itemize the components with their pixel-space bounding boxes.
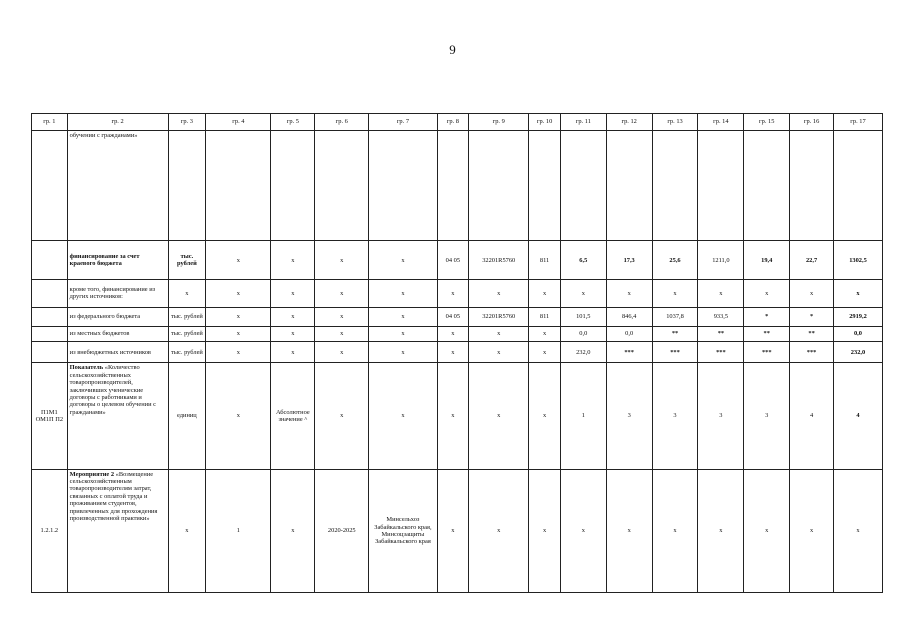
table-cell: *** <box>652 342 698 363</box>
table-cell <box>32 241 68 280</box>
table-cell: х <box>168 469 206 592</box>
column-header: гр. 17 <box>833 114 882 131</box>
table-cell <box>833 130 882 241</box>
table-cell: 6,5 <box>560 241 606 280</box>
table-cell: 1.2.1.2 <box>32 469 68 592</box>
table-cell <box>698 130 744 241</box>
table-row <box>32 342 883 363</box>
table-row <box>32 280 883 307</box>
table-cell: 232,0 <box>560 342 606 363</box>
table-row <box>32 130 883 241</box>
table-cell: 1302,5 <box>833 241 882 280</box>
column-header: гр. 11 <box>560 114 606 131</box>
column-header: гр. 13 <box>652 114 698 131</box>
table-cell: Мероприятие 2 «Возмещение сельскохозяйственным товаропроизводителям затрат, связанных с оплатой труда и проживанием студентов, привлеченных для прохождения производственной практики» <box>67 469 168 592</box>
table-cell: 32201R5760 <box>469 307 529 326</box>
table-cell: ** <box>744 326 790 342</box>
table-cell: 2919,2 <box>833 307 882 326</box>
table-cell <box>529 130 561 241</box>
table-cell: 19,4 <box>744 241 790 280</box>
table-cell <box>606 130 652 241</box>
column-header: гр. 6 <box>315 114 369 131</box>
column-header: гр. 1 <box>32 114 68 131</box>
table-cell <box>437 130 469 241</box>
column-header: гр. 7 <box>369 114 437 131</box>
table-cell: х <box>271 241 315 280</box>
table-cell: 1211,0 <box>698 241 744 280</box>
table-cell: х <box>315 342 369 363</box>
table-cell <box>652 130 698 241</box>
table-cell <box>67 363 168 469</box>
table-cell: х <box>206 241 271 280</box>
page-number: 9 <box>449 42 456 57</box>
table-cell <box>369 130 437 241</box>
table-cell: 4 <box>833 363 882 469</box>
column-header: гр. 15 <box>744 114 790 131</box>
table-header-row <box>32 114 883 131</box>
table-row <box>32 307 883 326</box>
table-row <box>32 469 883 592</box>
table-cell: х <box>606 469 652 592</box>
table-cell: х <box>206 363 271 469</box>
table-cell: х <box>271 307 315 326</box>
table-row <box>32 326 883 342</box>
table-cell: ** <box>652 326 698 342</box>
table-cell: х <box>469 363 529 469</box>
table-cell: тыс. рублей <box>168 326 206 342</box>
table-cell: х <box>271 342 315 363</box>
table-cell: х <box>369 241 437 280</box>
table-cell: х <box>698 469 744 592</box>
table-cell: Минсельхоз Забайкальского края, Минсоцзащиты Забайкальского края <box>369 469 437 592</box>
table-cell <box>271 130 315 241</box>
table-row <box>32 241 883 280</box>
table-cell: х <box>315 326 369 342</box>
table-cell <box>560 130 606 241</box>
table-cell: х <box>369 326 437 342</box>
column-header: гр. 10 <box>529 114 561 131</box>
column-header: гр. 9 <box>469 114 529 131</box>
table-cell: х <box>529 363 561 469</box>
table-cell: х <box>469 326 529 342</box>
column-header: гр. 4 <box>206 114 271 131</box>
table-cell: х <box>315 307 369 326</box>
column-header: гр. 16 <box>790 114 834 131</box>
table-cell: х <box>529 326 561 342</box>
table-cell: х <box>206 280 271 307</box>
table-row <box>32 363 883 469</box>
table-cell: из федерального бюджета <box>67 307 168 326</box>
table-cell <box>168 130 206 241</box>
table-cell <box>790 130 834 241</box>
table-cell <box>315 130 369 241</box>
table-cell: х <box>271 469 315 592</box>
table-cell: х <box>606 280 652 307</box>
table-cell: х <box>369 280 437 307</box>
table-cell: х <box>437 326 469 342</box>
table-cell: х <box>206 342 271 363</box>
table-cell: 101,5 <box>560 307 606 326</box>
table-cell: 3 <box>606 363 652 469</box>
table-cell <box>32 280 68 307</box>
table-cell: *** <box>790 342 834 363</box>
table-cell: х <box>744 280 790 307</box>
table-cell: *** <box>744 342 790 363</box>
table-cell: х <box>652 469 698 592</box>
table-cell: тыс. рублей <box>168 241 206 280</box>
table-cell: 3 <box>652 363 698 469</box>
table-cell: х <box>271 326 315 342</box>
table-cell: кроме того, финансирование из других источников: <box>67 280 168 307</box>
column-header: гр. 3 <box>168 114 206 131</box>
table-cell: х <box>315 280 369 307</box>
table-cell: 0,0 <box>606 326 652 342</box>
table-cell: х <box>369 342 437 363</box>
table-cell: х <box>469 280 529 307</box>
table-cell: * <box>744 307 790 326</box>
table-cell: 933,5 <box>698 307 744 326</box>
indicator-heading: Показатель <box>69 364 104 372</box>
table-cell: 32201R5760 <box>469 241 529 280</box>
measure-heading: Мероприятие 2 <box>69 470 115 478</box>
table-cell: 811 <box>529 241 561 280</box>
table-cell: 4 <box>790 363 834 469</box>
table-cell: 22,7 <box>790 241 834 280</box>
table-cell: х <box>206 307 271 326</box>
table-cell: 25,6 <box>652 241 698 280</box>
table-cell: х <box>744 469 790 592</box>
table-cell: финансирование за счет краевого бюджета <box>67 241 168 280</box>
table-cell <box>469 130 529 241</box>
table-cell <box>32 307 68 326</box>
table-cell: х <box>790 280 834 307</box>
table-cell: 2020-2025 <box>315 469 369 592</box>
table-cell: П1М1 ОМ1П П2 <box>32 363 68 469</box>
table-cell: 3 <box>744 363 790 469</box>
table-cell: 811 <box>529 307 561 326</box>
column-header: гр. 5 <box>271 114 315 131</box>
table-cell: из внебюджетных источников <box>67 342 168 363</box>
table-cell: 0,0 <box>560 326 606 342</box>
table-cell <box>32 326 68 342</box>
table-cell: х <box>698 280 744 307</box>
column-header: гр. 8 <box>437 114 469 131</box>
table-cell: х <box>315 363 369 469</box>
table-cell: х <box>437 469 469 592</box>
table-cell: х <box>652 280 698 307</box>
table-cell: ** <box>790 326 834 342</box>
table-cell: 1037,8 <box>652 307 698 326</box>
table-cell <box>32 342 68 363</box>
table-cell: х <box>369 363 437 469</box>
table-cell <box>206 130 271 241</box>
table-cell: *** <box>606 342 652 363</box>
table-cell: х <box>529 342 561 363</box>
table-cell: х <box>469 342 529 363</box>
column-header: гр. 14 <box>698 114 744 131</box>
table-cell: тыс. рублей <box>168 307 206 326</box>
table-cell: х <box>369 307 437 326</box>
table-cell: * <box>790 307 834 326</box>
table-cell: Абсолютное значение ^ <box>271 363 315 469</box>
table-cell: х <box>529 469 561 592</box>
table-cell: 232,0 <box>833 342 882 363</box>
table-cell: х <box>437 363 469 469</box>
column-header: гр. 2 <box>67 114 168 131</box>
table-cell: х <box>833 280 882 307</box>
table-cell: 04 05 <box>437 241 469 280</box>
table-cell: ** <box>698 326 744 342</box>
table-cell: 846,4 <box>606 307 652 326</box>
table-cell: единиц <box>168 363 206 469</box>
table-cell: *** <box>698 342 744 363</box>
column-header: гр. 12 <box>606 114 652 131</box>
table-cell: х <box>315 241 369 280</box>
table-cell: х <box>168 280 206 307</box>
table-cell: х <box>790 469 834 592</box>
table-cell: х <box>560 280 606 307</box>
table-cell <box>744 130 790 241</box>
table-cell: х <box>560 469 606 592</box>
table-cell <box>32 130 68 241</box>
table-cell: 0,0 <box>833 326 882 342</box>
table-cell: 04 05 <box>437 307 469 326</box>
table-cell: тыс. рублей <box>168 342 206 363</box>
table-cell: х <box>437 342 469 363</box>
table-cell: х <box>833 469 882 592</box>
table-cell: 3 <box>698 363 744 469</box>
table-cell: х <box>271 280 315 307</box>
table-cell: 1 <box>206 469 271 592</box>
table-cell: 1 <box>560 363 606 469</box>
table-cell: из местных бюджетов <box>67 326 168 342</box>
table-cell: х <box>469 469 529 592</box>
table-cell: х <box>437 280 469 307</box>
table-cell: х <box>529 280 561 307</box>
table-cell: обучении с гражданами» <box>67 130 168 241</box>
budget-table <box>31 113 883 593</box>
table-cell: 17,3 <box>606 241 652 280</box>
table-cell: х <box>206 326 271 342</box>
indicator-text: «Количество сельскохозяйственных товаропроизводителей, заключивших ученические договоры с работниками и договоры о целевом обучении с гражданами» <box>69 364 156 416</box>
